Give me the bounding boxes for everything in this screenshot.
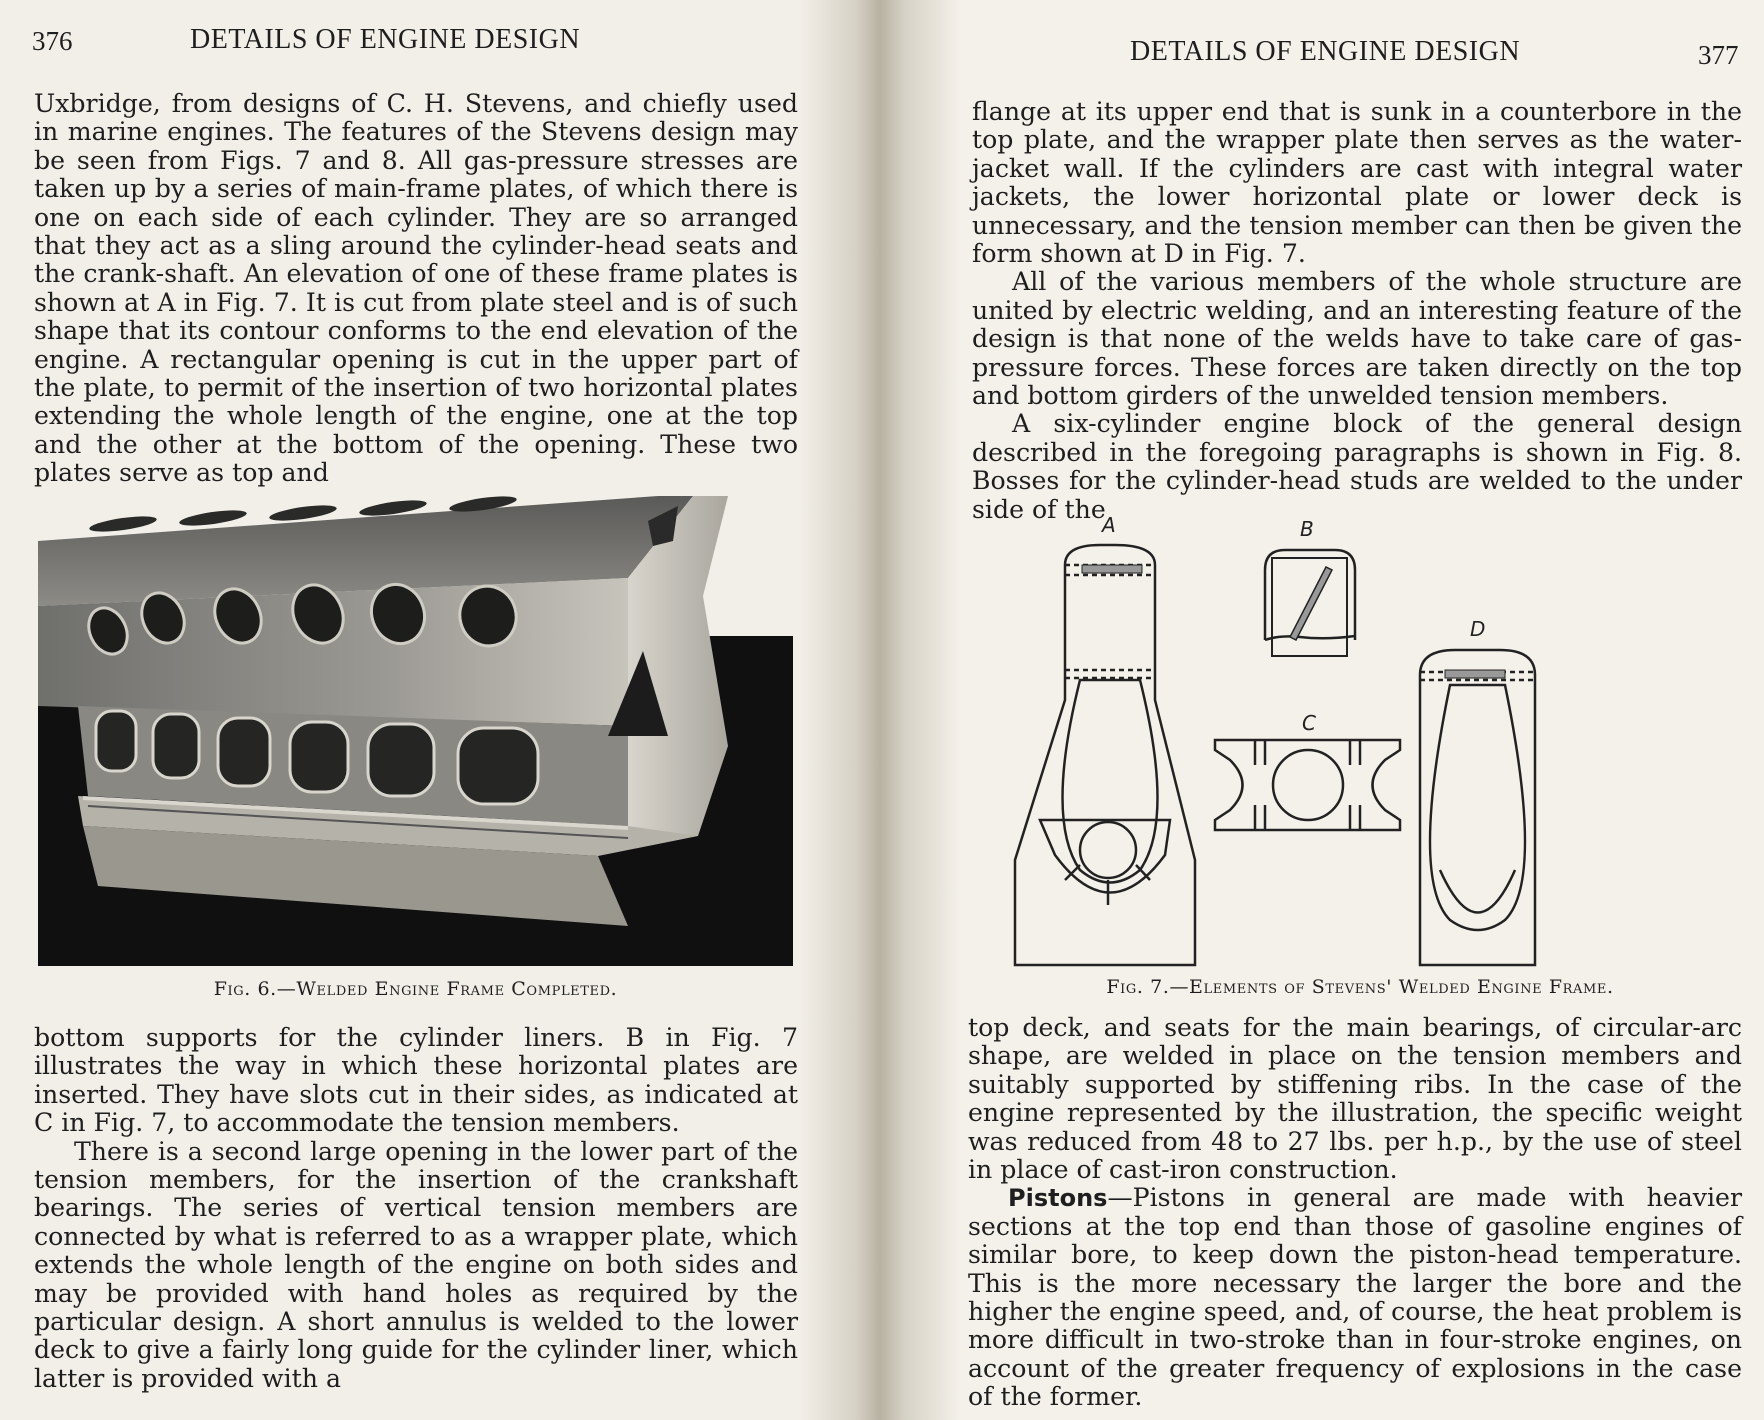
label-b: B — [1300, 517, 1314, 541]
label-c: C — [1302, 711, 1316, 735]
pistons-text: —Pistons in general are made with heavier sections at the top end than those of gasoline engines of similar bore, to keep down the piston-head temperature. This is the more necessary the larger the bore and the higher the engine speed, and, of course, the heat problem is more difficult in two-stroke than in four-stroke engines, on account of the greater frequency of explosions in the case of the former. — [968, 1183, 1742, 1412]
left-text-bottom — [34, 1024, 798, 1393]
paragraph: A six-cylinder engine block of the general design described in the foregoing paragraphs is shown in Fig. 8. Bosses for the cylinder-head studs are welded to the under side of the — [972, 409, 1742, 524]
paragraph: Uxbridge, from designs of C. H. Stevens, and chiefly used in marine engines. The features of the Stevens design may be seen from Figs. 7 and 8. All gas-pressure stresses are taken up by a series of main-frame plates, of which there is one on each side of each cylinder. They are so arranged that they act as a sling around the cylinder-head seats and the crank-shaft. An elevation of one of these frame plates is shown at A in Fig. 7. It is cut from plate steel and is of such shape that its contour conforms to the end elevation of the engine. A rectangular opening is cut in the upper part of the plate, to permit of the insertion of two horizontal plates extending the whole length of the engine, one at the top and the other at the bottom of the opening. These two plates serve as top and — [34, 89, 798, 488]
stevens-frame-elements-diagram — [1000, 510, 1760, 980]
left-page — [0, 0, 880, 1420]
figure-7-drawing — [1000, 510, 1760, 980]
running-head-left: DETAILS OF ENGINE DESIGN — [190, 24, 581, 55]
label-d: D — [1470, 617, 1486, 641]
paragraph: top deck, and seats for the main bearings, of circular-arc shape, are welded in place on the tension members and suitably supported by stiffening ribs. In the case of the engine represented by the illustration, the specific weight was reduced from 48 to 27 lbs. per h.p., by the use of steel in place of cast-iron construction. — [968, 1013, 1742, 1185]
paragraph — [968, 1184, 1742, 1411]
right-text-bottom — [968, 1014, 1742, 1412]
label-a: A — [1102, 513, 1116, 537]
paragraph: There is a second large opening in the lower part of the tension members, for the insertion of the crankshaft bearings. The series of vertical tension members are connected by what is referred to as a wrapper plate, which extends the whole length of the engine on both sides and may be provided with hand holes as required by the particular design. A short annulus is welded to the lower deck to give a fairly long guide for the cylinder liner, which latter is provided with a — [34, 1136, 798, 1393]
page-number-left: 376 — [32, 26, 73, 56]
paragraph: bottom supports for the cylinder liners. B in Fig. 7 illustrates the way in which these horizontal plates are inserted. They have slots cut in their sides, as indicated at C in Fig. 7, to accommodate the tension members. — [34, 1023, 798, 1138]
paragraph: flange at its upper end that is sunk in a counterbore in the top plate, and the wrapper plate then serves as the water-jacket wall. If the cylinders are cast with integral water jackets, the lower horizontal plate or lower deck is unnecessary, and the tension member can then be given the form shown at D in Fig. 7. — [972, 97, 1742, 269]
running-head-right: DETAILS OF ENGINE DESIGN — [1130, 36, 1521, 67]
figure-7-caption: Fig. 7.—Elements of Stevens' Welded Engine Frame. — [1106, 976, 1614, 998]
page-number-right: 377 — [1698, 40, 1739, 70]
pistons-heading: Pistons — [1008, 1184, 1108, 1213]
welded-engine-frame-illustration — [38, 496, 793, 966]
engine-frame-photo — [38, 496, 793, 966]
left-text-top — [34, 90, 798, 488]
paragraph: All of the various members of the whole structure are united by electric welding, and an interesting feature of the design is that none of the welds have to take care of gas-pressure forces. These forces are taken directly on the top and bottom girders of the unwelded tension members. — [972, 267, 1742, 411]
figure-6-caption: Fig. 6.—Welded Engine Frame Completed. — [213, 978, 618, 1000]
right-text-top — [972, 98, 1742, 524]
